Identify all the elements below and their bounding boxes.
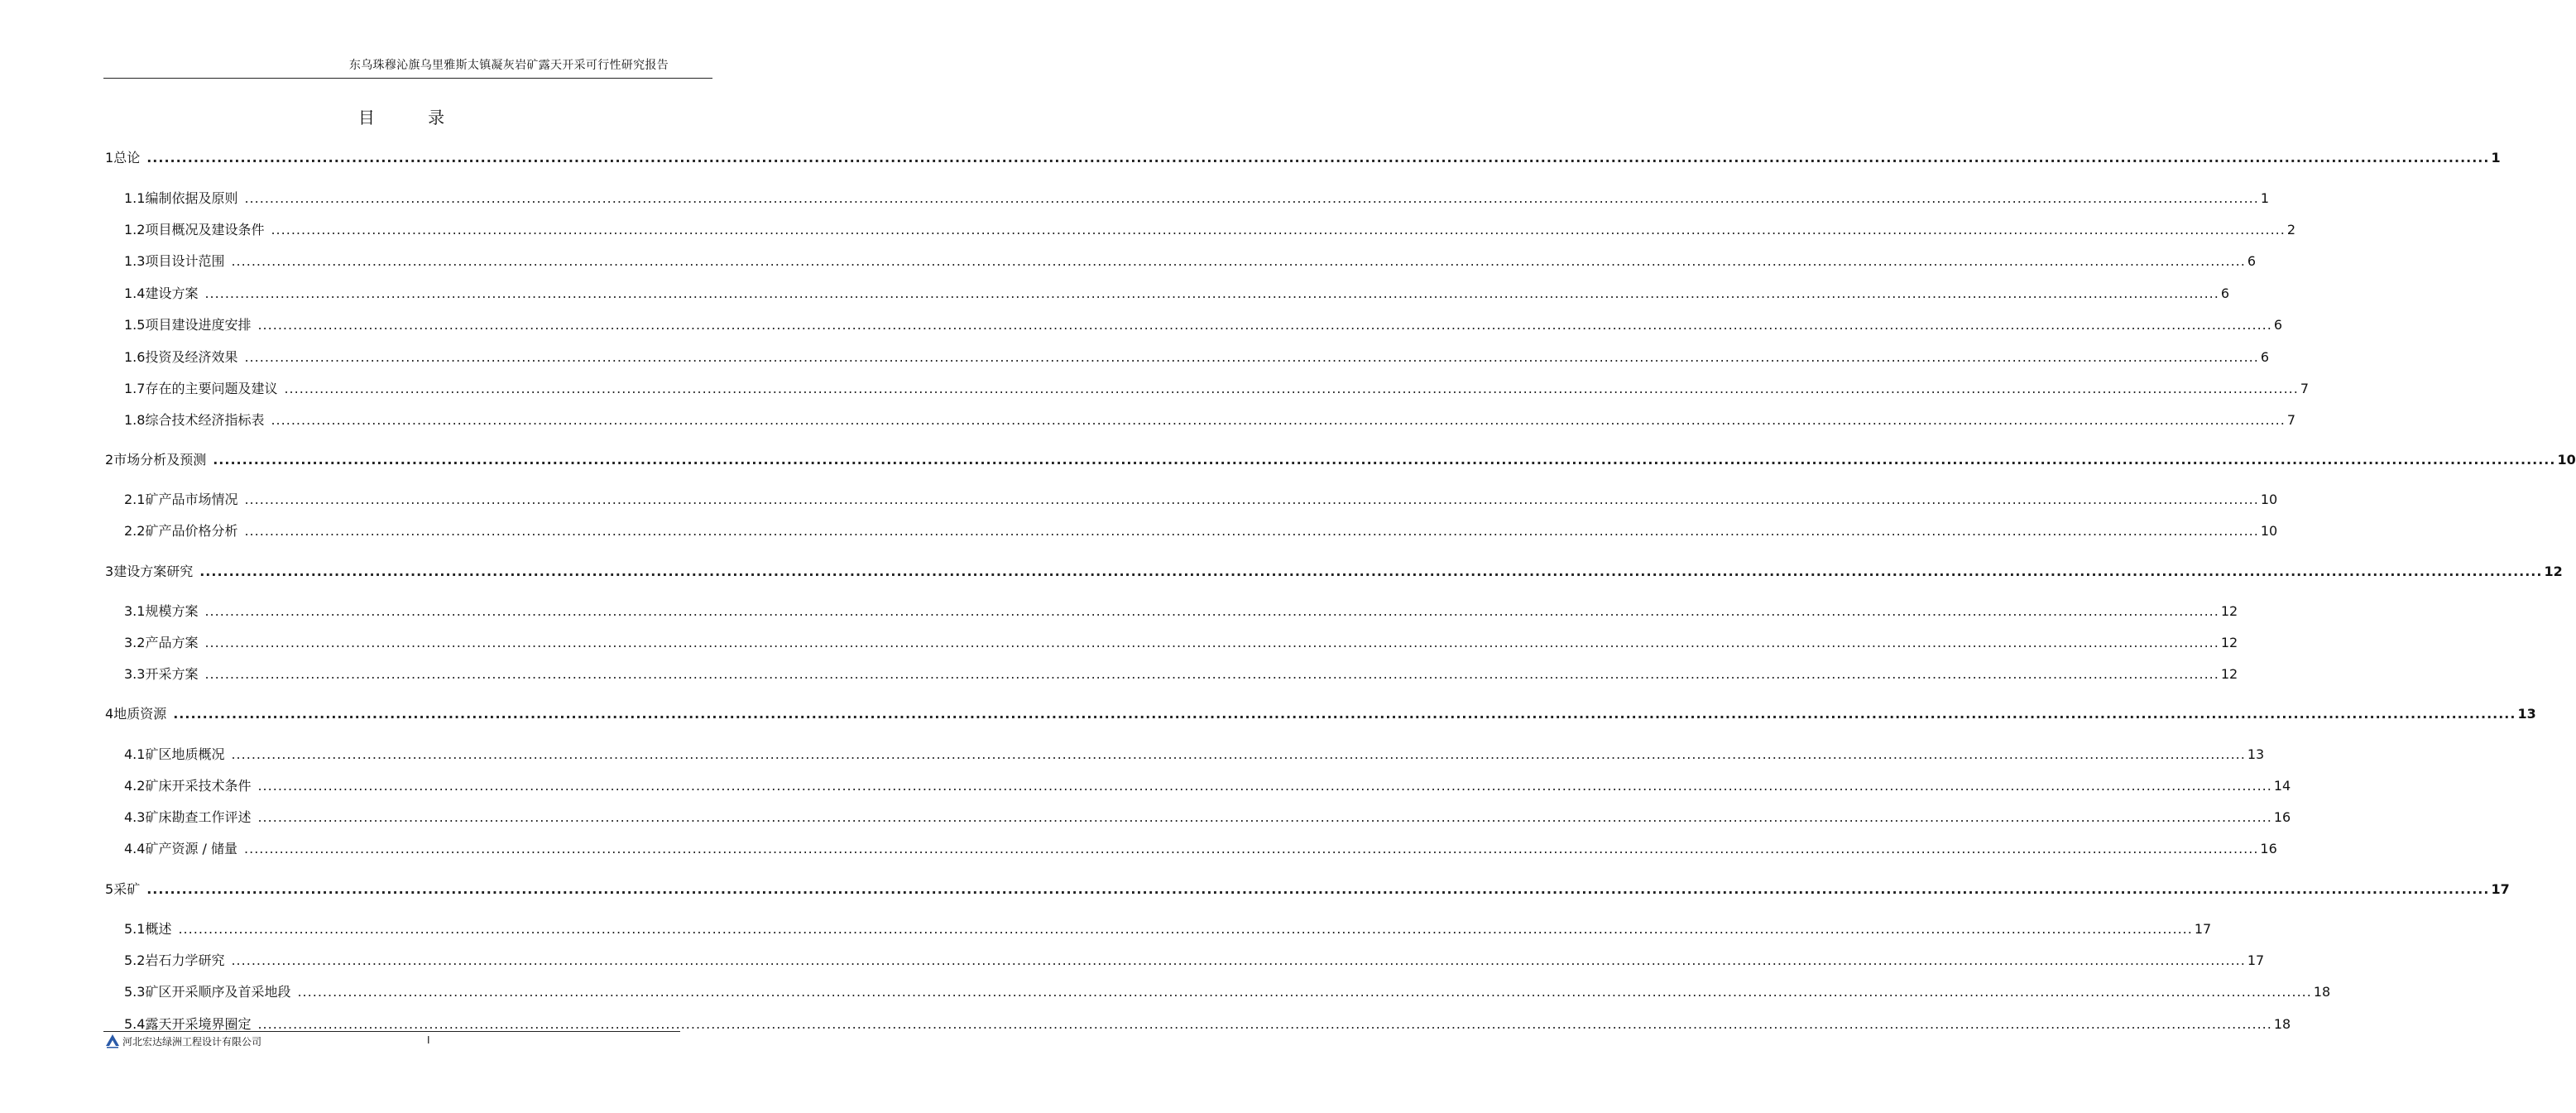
toc-entry-number: 4.1 [124,746,146,762]
toc-entry-number: 1.5 [124,317,146,333]
toc-entry-title: 矿产品价格分析 [145,523,238,539]
toc-entry-number: 5.1 [124,921,146,937]
toc-leader-dots: ................................................................................................................................................................................................................................................................................................................................................................................................................ [231,746,2246,762]
toc-leader-dots: ................................................................................................................................................................................................................................................................................................................................................................................................................ [271,412,2286,428]
toc-entry-page: 13 [2247,746,2265,762]
toc-entry-title: 产品方案 [145,635,199,650]
toc-entry-page: 14 [2273,778,2291,794]
toc-entry-number: 1.1 [124,190,146,206]
toc-entry[interactable] [124,664,2238,683]
toc-entry-title: 地质资源 [113,706,167,722]
toc-entry-page: 18 [2313,984,2331,1000]
toc-entry-page: 17 [2247,952,2265,968]
toc-leader-dots: ................................................................................................................................................................................................................................................................................................................................................................................................................ [204,285,2219,301]
toc-entry[interactable] [124,188,2270,207]
toc-entry-title: 市场分析及预测 [113,452,207,468]
toc-leader-dots: ................................................................................................................................................................................................................................................................................................................................................................................................................ [204,666,2219,682]
toc-entry-number: 3 [105,564,114,579]
toc-entry-page: 17 [2194,921,2212,937]
toc-leader-dots: ................................................................................................................................................................................................................................................................................................................................................................................................................ [244,349,2259,365]
toc-entry-page: 17 [2491,881,2510,897]
toc-entry[interactable] [124,219,2296,238]
toc-entry-title: 投资及经济效果 [145,349,238,365]
toc-leader-dots: ................................................................................................................................................................................................................................................................................................................................................................................................................ [244,523,2259,539]
toc-entry-number: 4.3 [124,809,146,825]
toc-entry-page: 12 [2544,564,2563,579]
toc-entry[interactable] [124,744,2265,763]
toc-leader-dots: ................................................................................................................................................................................................................................................................................................................................................................................................................ [173,706,2516,722]
toc-leader-dots: ................................................................................................................................................................................................................................................................................................................................................................................................................ [257,778,2272,794]
toc-entry-title: 矿区开采顺序及首采地段 [145,984,291,1000]
toc-entry[interactable] [124,838,2277,857]
toc-entry[interactable] [124,601,2238,620]
toc-entry-number: 3.3 [124,666,146,682]
toc-entry[interactable] [124,981,2331,1000]
toc-entry-page: 18 [2273,1016,2291,1032]
toc-leader-dots: ................................................................................................................................................................................................................................................................................................................................................................................................................ [284,381,2299,396]
toc-leader-dots: ................................................................................................................................................................................................................................................................................................................................................................................................................ [204,603,2219,619]
toc-entry[interactable] [124,410,2296,429]
toc-entry-title: 项目建设进度安排 [145,317,252,333]
toc-entry-title: 露天开采境界圈定 [145,1016,252,1032]
toc-entry[interactable] [124,950,2265,969]
toc-leader-dots: ................................................................................................................................................................................................................................................................................................................................................................................................................ [199,564,2543,579]
toc-entry-number: 1.3 [124,253,146,269]
toc-leader-dots: ................................................................................................................................................................................................................................................................................................................................................................................................................ [244,841,2259,856]
toc-entry-page: 6 [2260,349,2270,365]
toc-entry-title: 岩石力学研究 [145,952,225,968]
toc-entry-page: 10 [2260,492,2278,507]
toc-entry-title: 建设方案 [145,285,199,301]
toc-entry-page: 7 [2300,381,2310,396]
header-divider [103,78,712,79]
toc-entry-title: 采矿 [113,881,141,897]
toc-entry-number: 5.4 [124,1016,146,1032]
toc-entry-page: 16 [2260,841,2277,856]
toc-entry-page: 6 [2247,253,2257,269]
toc-entry-page: 12 [2220,666,2238,682]
toc-entry-number: 4.2 [124,778,146,794]
toc-entry[interactable] [124,314,2283,333]
toc-entry-page: 1 [2491,150,2501,166]
toc-entry-title: 矿产资源 / 储量 [145,841,238,856]
toc-leader-dots: ................................................................................................................................................................................................................................................................................................................................................................................................................ [178,921,2193,937]
page-number: I [427,1034,430,1046]
report-title: 东乌珠穆沁旗乌里雅斯太镇凝灰岩矿露天开采可行性研究报告 [348,59,669,72]
toc-entry-title: 概述 [145,921,172,937]
toc-entry[interactable] [124,251,2257,270]
toc-leader-dots: ................................................................................................................................................................................................................................................................................................................................................................................................................ [231,253,2246,269]
toc-entry[interactable] [124,919,2212,938]
toc-entry-page: 10 [2260,523,2278,539]
toc-entry-page: 1 [2260,190,2270,206]
toc-entry-title: 开采方案 [145,666,199,682]
toc-entry-page: 13 [2517,706,2536,722]
toc-entry-page: 16 [2273,809,2291,825]
toc-leader-dots: ................................................................................................................................................................................................................................................................................................................................................................................................................ [244,492,2259,507]
toc-leader-dots: ................................................................................................................................................................................................................................................................................................................................................................................................................ [297,984,2312,1000]
toc-leader-dots: ................................................................................................................................................................................................................................................................................................................................................................................................................ [244,190,2259,206]
toc-leader-dots: ................................................................................................................................................................................................................................................................................................................................................................................................................ [257,1016,2272,1032]
toc-entry[interactable] [105,703,2536,722]
footer-divider [103,1031,680,1032]
toc-entry-title: 矿产品市场情况 [145,492,238,507]
toc-entry-number: 4.4 [124,841,146,856]
toc-entry-title: 项目概况及建设条件 [145,222,265,237]
toc-entry[interactable] [124,775,2291,794]
toc-entry-number: 3.1 [124,603,146,619]
toc-entry-number: 2 [105,452,114,468]
company-logo-icon [105,1034,120,1048]
toc-entry-page: 12 [2220,603,2238,619]
toc-entry-number: 1.2 [124,222,146,237]
toc-entry[interactable] [105,561,2563,580]
toc-entry-title: 矿床开采技术条件 [145,778,252,794]
toc-entry[interactable] [124,378,2310,397]
toc-entry[interactable] [124,521,2278,540]
toc-leader-dots: ................................................................................................................................................................................................................................................................................................................................................................................................................ [146,150,2490,166]
toc-entry-number: 2.2 [124,523,146,539]
toc-entry-page: 2 [2286,222,2296,237]
toc-entry-number: 1.6 [124,349,146,365]
toc-entry-number: 5.2 [124,952,146,968]
toc-entry[interactable] [105,879,2510,898]
toc-entry-number: 2.1 [124,492,146,507]
toc-entry-number: 3.2 [124,635,146,650]
toc-entry-title: 综合技术经济指标表 [145,412,265,428]
company-name: 河北宏达绿洲工程设计有限公司 [122,1036,262,1048]
toc-entry-page: 6 [2220,285,2230,301]
toc-leader-dots: ................................................................................................................................................................................................................................................................................................................................................................................................................ [271,222,2286,237]
toc-entry[interactable] [105,449,2576,468]
toc-entry-title: 总论 [113,150,141,166]
toc-entry-title: 编制依据及原则 [145,190,238,206]
toc-entry-number: 1.4 [124,285,146,301]
toc-entry[interactable] [124,632,2238,651]
toc-entry-title: 建设方案研究 [113,564,194,579]
toc-entry-number: 1 [105,150,114,166]
toc-entry-title: 规模方案 [145,603,199,619]
toc-entry-number: 5.3 [124,984,146,1000]
toc-leader-dots: ................................................................................................................................................................................................................................................................................................................................................................................................................ [257,809,2272,825]
toc-entry[interactable] [124,347,2270,366]
toc-entry-page: 10 [2557,452,2576,468]
toc-entry-number: 4 [105,706,114,722]
toc-entry-title: 矿床勘查工作评述 [145,809,252,825]
toc-leader-dots: ................................................................................................................................................................................................................................................................................................................................................................................................................ [204,635,2219,650]
toc-entry-page: 7 [2286,412,2296,428]
toc-entry-number: 5 [105,881,114,897]
toc-entry[interactable] [124,489,2278,508]
toc-entry[interactable] [124,1014,2291,1033]
toc-leader-dots: ................................................................................................................................................................................................................................................................................................................................................................................................................ [257,317,2272,333]
toc-entry[interactable] [105,147,2501,166]
toc-entry[interactable] [124,283,2230,302]
toc-entry-title: 项目设计范围 [145,253,225,269]
toc-entry-page: 12 [2220,635,2238,650]
toc-entry-number: 1.8 [124,412,146,428]
toc-leader-dots: ................................................................................................................................................................................................................................................................................................................................................................................................................ [146,881,2490,897]
toc-heading: 目 录 [357,108,445,127]
toc-entry-page: 6 [2273,317,2283,333]
toc-entry[interactable] [124,807,2291,826]
toc-leader-dots: ................................................................................................................................................................................................................................................................................................................................................................................................................ [231,952,2246,968]
toc-entry-number: 1.7 [124,381,146,396]
toc-entry-title: 存在的主要问题及建议 [145,381,278,396]
toc-leader-dots: ................................................................................................................................................................................................................................................................................................................................................................................................................ [213,452,2556,468]
toc-entry-title: 矿区地质概况 [145,746,225,762]
